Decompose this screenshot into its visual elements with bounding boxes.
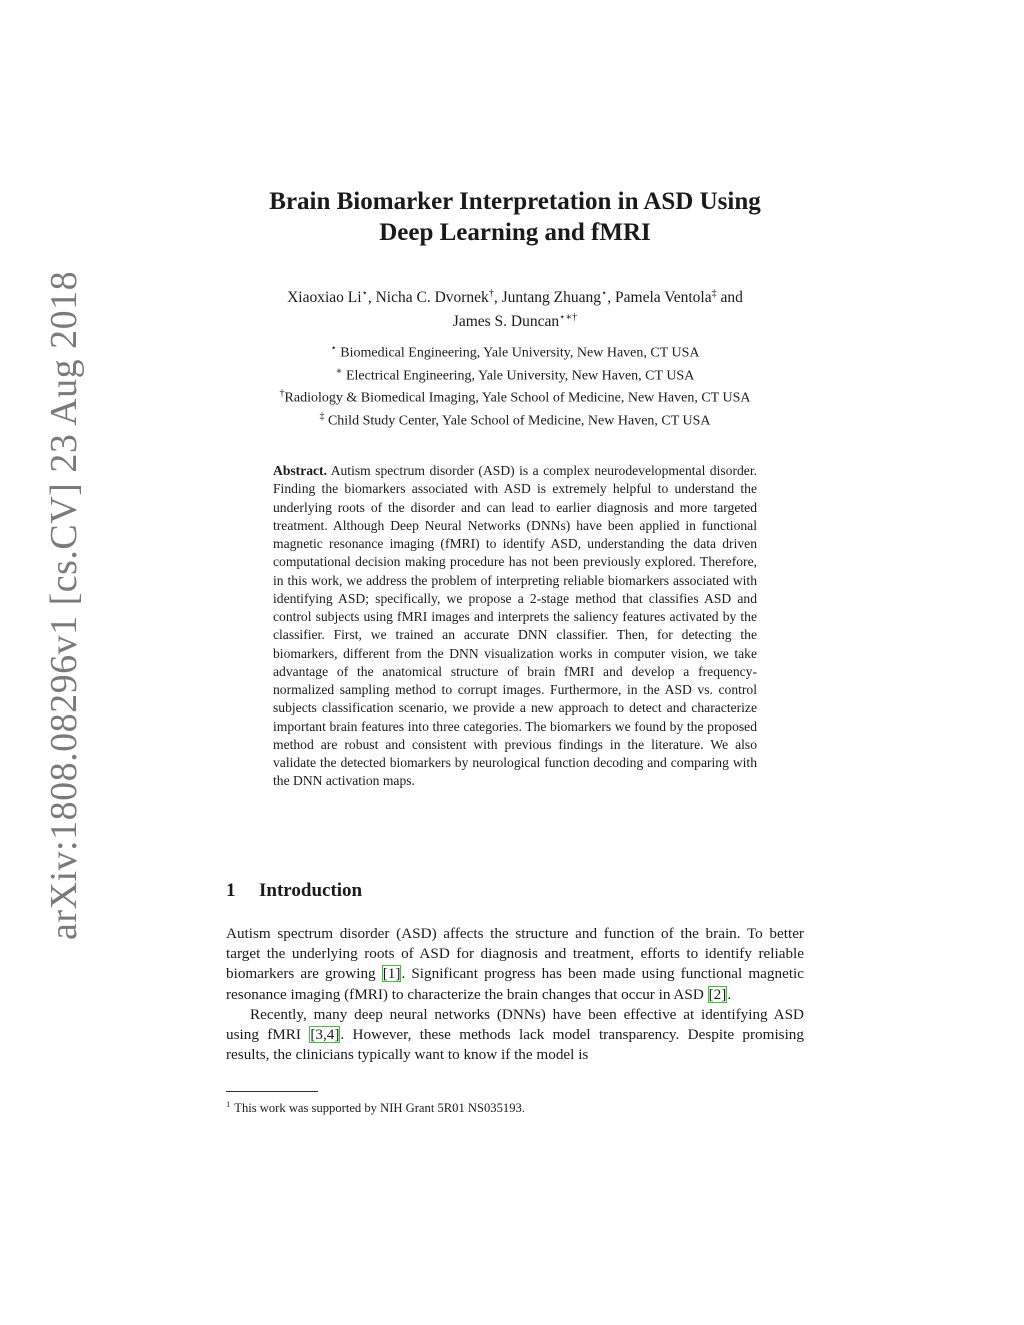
footnote-text: This work was supported by NIH Grant 5R01 NS035193.: [234, 1101, 525, 1116]
author-line-1: [200, 284, 830, 308]
affiliation: [200, 408, 830, 431]
introduction-body: [226, 924, 804, 1065]
author-name: Nicha C. Dvornek: [375, 289, 489, 307]
abstract-text: Autism spectrum disorder (ASD) is a complex neurodevelopmental disorder. Finding the biomarkers associated with ASD is extremely helpful to understand the underlying roots of the disorder and can lead to earlier diagnosis and more targeted treatment. Although Deep Neural Networks (DNNs) have been applied in functional magnetic resonance imaging (fMRI) to identify ASD, understanding the data driven computational decision making procedure has not been previously explored. Therefore, in this work, we address the problem of interpreting reliable biomarkers associated with identifying ASD; specifically, we propose a 2-stage method that classifies ASD and control subjects using fMRI images and interprets the saliency features activated by the classifier. First, we trained an accurate DNN classifier. Then, for detecting the biomarkers, different from the DNN visualization works in computer vision, we take advantage of the anatomical structure of brain fMRI and develop a frequency-normalized sampling method to corrupt images. Furthermore, in the ASD vs. control subjects classification scenario, we provide a new approach to detect and characterize important brain features into three categories. The biomarkers we found by the proposed method are robust and consistent with previous findings in the literature. We also validate the detected biomarkers by neurological function decoding and comparing with the DNN activation maps.: [273, 463, 757, 789]
author-separator: ,: [607, 289, 616, 307]
title-line-2: Deep Learning and fMRI: [379, 219, 651, 246]
intro-text: Recently, many deep neural networks (DNNs) have been effective at identifying ASD using fMRI: [226, 1005, 804, 1044]
paper-title: [200, 186, 830, 248]
author-name: Juntang Zhuang: [501, 289, 602, 307]
affiliation-text: Child Study Center, Yale School of Medicine, New Haven, CT USA: [324, 413, 711, 429]
citation-link[interactable]: [2]: [708, 985, 727, 1003]
affiliation-list: [200, 340, 830, 431]
author-mark: ⋆: [361, 288, 368, 299]
intro-paragraph: [226, 924, 804, 1005]
affiliation: [200, 340, 830, 363]
author-list: [200, 284, 830, 332]
affiliation: [200, 363, 830, 386]
affiliation-mark: ‡: [319, 410, 325, 422]
affiliation-mark: †: [279, 388, 285, 400]
affiliation: [200, 385, 830, 408]
affiliation-mark: ∗: [335, 365, 343, 377]
author-separator: and: [716, 289, 743, 307]
intro-text: .: [727, 985, 732, 1003]
citation-link[interactable]: [1]: [382, 965, 401, 983]
intro-paragraph: [226, 1005, 804, 1066]
affiliation-text: Biomedical Engineering, Yale University, New Haven, CT USA: [336, 345, 700, 361]
author-mark: ‡: [711, 288, 717, 299]
arxiv-identifier[interactable]: arXiv:1808.08296v1 [cs.CV] 23 Aug 2018: [43, 270, 85, 940]
footnote: [226, 1096, 804, 1116]
intro-text: Autism spectrum disorder (ASD) affects the structure and function of the brain. To better target the underlying roots of ASD for diagnosis and treatment, efforts to identify reliable biomarkers are growing: [226, 925, 804, 983]
abstract: [273, 462, 757, 791]
intro-text: . However, these methods lack model transparency. Despite promising results, the clinicians typically want to know if the model is: [226, 1026, 804, 1064]
intro-text: . Significant progress has been made using functional magnetic resonance imaging (fMRI) to characterize the brain changes that occur in ASD: [226, 965, 805, 1003]
affiliation-text: Radiology & Biomedical Imaging, Yale School of Medicine, New Haven, CT USA: [284, 390, 751, 406]
footnote-divider: [226, 1091, 318, 1092]
author-separator: ,: [367, 289, 376, 307]
abstract-label: Abstract.: [273, 463, 327, 478]
section-title: Introduction: [259, 880, 363, 901]
section-heading: [226, 880, 826, 902]
affiliation-text: Electrical Engineering, Yale University, New Haven, CT USA: [342, 368, 695, 384]
citation-link[interactable]: [3,4]: [310, 1026, 340, 1044]
author-line-2: [200, 308, 830, 332]
author-name: James S. Duncan: [452, 313, 560, 331]
section-number: 1: [226, 880, 236, 901]
title-line-1: Brain Biomarker Interpretation in ASD Using: [269, 188, 761, 215]
author-name: Xiaoxiao Li: [287, 289, 362, 307]
author-mark: ⋆: [601, 288, 608, 299]
author-name: Pamela Ventola: [615, 289, 712, 307]
footnote-mark: 1: [226, 1099, 231, 1109]
author-separator: ,: [493, 289, 502, 307]
author-mark: ⋆∗†: [559, 312, 578, 324]
author-mark: †: [488, 288, 494, 299]
affiliation-mark: ⋆: [330, 343, 337, 354]
